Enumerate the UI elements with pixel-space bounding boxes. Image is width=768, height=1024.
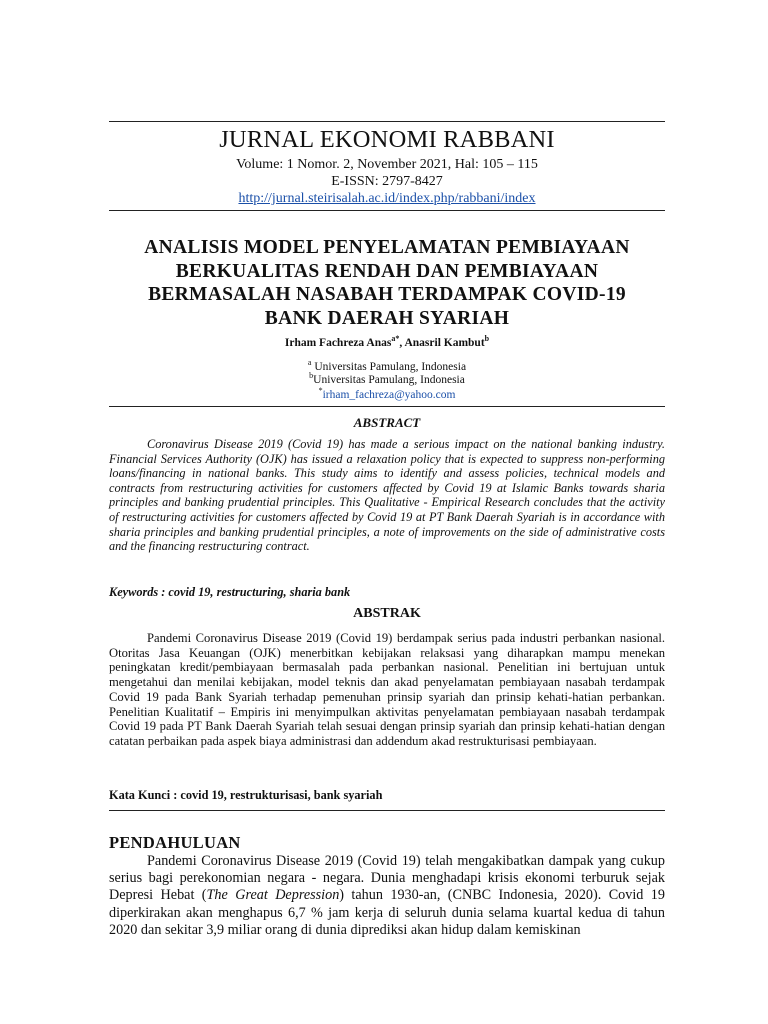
intro-paragraph <box>109 853 665 939</box>
abstrak-text: Pandemi Coronavirus Disease 2019 (Covid 19) berdampak serius pada industri perbankan nasional. Otoritas Jasa Keuangan (OJK) menerbitkan kebijakan relaksasi yang diharapkan mampu menekan peningkatan kredit/pembiayaan bermasalah pada perbankan nasional. Penelitian ini bertujuan untuk mengetahui dan menilai kebijakan, model teknis dan akad penyelamatan pembiayaan nasabah terdampak Covid 19 pada Bank Syariah terhadap pemenuhan prinsip syariah dan prinsip kehati-hatian perbankan. Penelitian Kualitatif – Empiris ini menyimpulkan aktivitas penyelamatan pembiayaan nasabah terdampak Covid 19 pada PT Bank Daerah Syariah telah sesuai dengan prinsip syariah dan prinsip kehati-hatian dengan catatan perbaikan pada aspek biaya administrasi dan addendum akad restrukturisasi pembiayaan. <box>109 631 665 748</box>
article-title-line: ANALISIS MODEL PENYELAMATAN PEMBIAYAAN <box>144 237 630 258</box>
email-link[interactable]: irham_fachreza@yahoo.com <box>322 388 456 401</box>
corresponding-email <box>109 384 665 402</box>
keywords-id: Kata Kunci : covid 19, restrukturisasi, bank syariah <box>109 788 383 802</box>
email-superscript: * <box>318 386 323 395</box>
author-list <box>109 334 665 349</box>
section-heading-pendahuluan: PENDAHULUAN <box>109 833 241 852</box>
journal-url-row <box>109 190 665 207</box>
affiliation-superscript: b <box>309 371 314 380</box>
author-superscript: b <box>484 334 490 343</box>
abstract-heading: ABSTRACT <box>353 415 421 430</box>
article-title-line: BANK DAERAH SYARIAH <box>264 307 510 329</box>
top-rule <box>109 121 665 122</box>
intro-text-part: ) tahun 1930-an, (CNBC Indonesia, 2020). Covid 19 diperkirakan akan menghapus 6,7 % jam kerja di seluruh dunia selama kuartal kedua di tahun 2020 dan sekitar 3,9 miliar orang di dunia diprediksi akan hidup dalam kemiskinan <box>109 887 665 938</box>
journal-volume-line: Volume: 1 Nomor. 2, November 2021, Hal: 105 – 115 <box>236 157 538 172</box>
author-name: Anasril Kambut <box>404 336 485 349</box>
header-rule <box>109 210 665 211</box>
affiliation-text: Universitas Pamulang, Indonesia <box>311 360 467 373</box>
journal-issn: E-ISSN: 2797-8427 <box>331 174 443 189</box>
section-rule <box>109 810 665 811</box>
article-title-line: BERKUALITAS RENDAH DAN PEMBIAYAAN <box>175 260 599 282</box>
article-title <box>109 236 665 330</box>
journal-url-link[interactable]: http://jurnal.steirisalah.ac.id/index.php/rabbani/index <box>238 191 536 206</box>
keywords-en: Keywords : covid 19, restructuring, sharia bank <box>109 585 351 599</box>
author-separator: , <box>399 336 405 349</box>
abstract-rule <box>109 406 665 407</box>
journal-name: JURNAL EKONOMI RABBANI <box>219 126 555 153</box>
affiliation-superscript: a <box>307 358 312 367</box>
author-superscript: a* <box>391 334 400 343</box>
intro-text-part: Pandemi Coronavirus Disease 2019 (Covid 19) telah mengakibatkan dampak yang cukup serius bagi perekonomian negara - negara. Dunia menghadapi krisis ekonomi terburuk sejak Depresi Hebat ( <box>109 853 665 904</box>
affiliation-text: Universitas Pamulang, Indonesia <box>313 373 465 386</box>
intro-text-italic: The Great Depression <box>206 887 340 904</box>
abstract-text: Coronavirus Disease 2019 (Covid 19) has made a serious impact on the national banking industry. Financial Services Authority (OJK) has issued a relaxation policy that is expected to suppress non-performing loans/financing in national banks. This study aims to identify and assess policies, technical models and contracts from restructuring activities for customers affected by Covid 19 at Islamic Banks towards sharia principles and banking prudential principles. This Qualitative - Empirical Research concludes that the activity of restructuring activities for customers affected by Covid 19 at PT Bank Daerah Syariah is in accordance with sharia principles and banking prudential principles, a note of improvements on the side of administrative costs and the financing restructuring contract. <box>109 437 665 554</box>
article-title-line: BERMASALAH NASABAH TERDAMPAK COVID-19 <box>148 284 626 305</box>
author-name: Irham Fachreza Anas <box>284 336 392 349</box>
abstrak-heading: ABSTRAK <box>353 606 421 621</box>
